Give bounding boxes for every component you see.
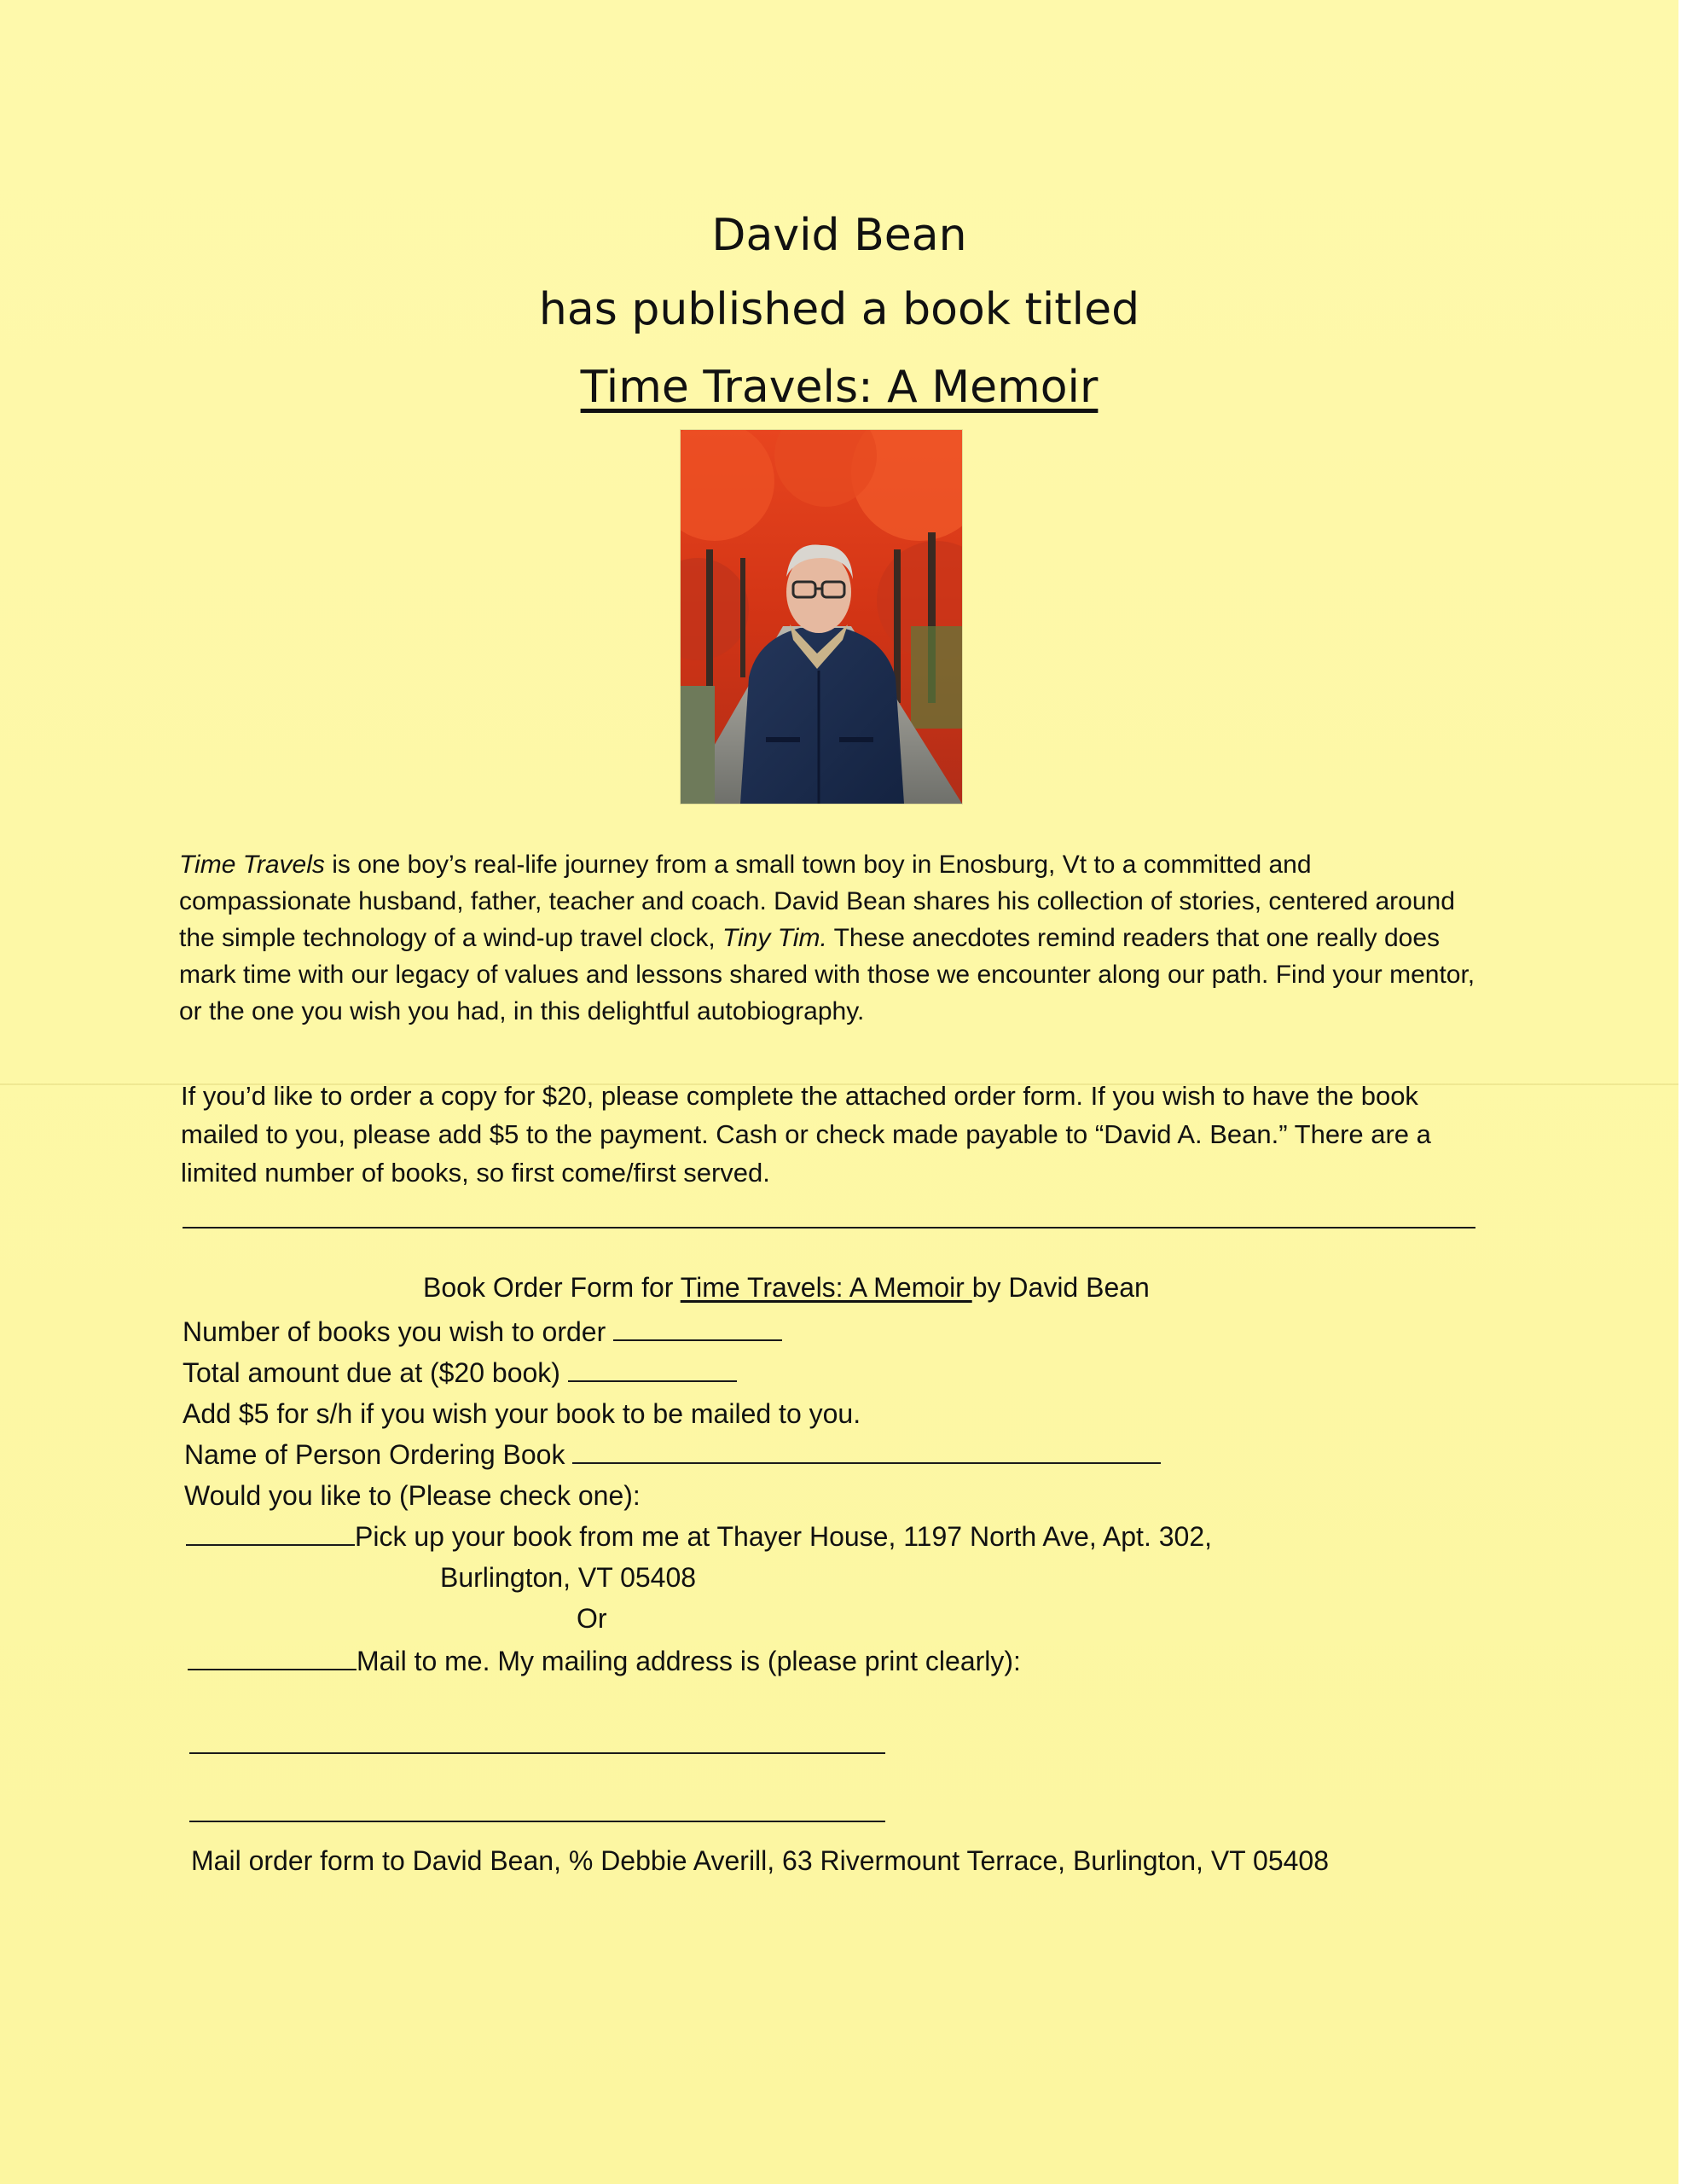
pickup-option-label: Pick up your book from me at Thayer House, 1197 North Ave, Apt. 302,	[355, 1521, 1212, 1552]
description-part1: is one boy’s real-life journey from a small town boy in Enosburg, Vt to a committed and compassionate husband, father, teacher and coach. David Bean shares his collection of stories, centered around the simple technology of a wind-up travel clock,	[179, 851, 1455, 952]
order-info	[181, 1077, 1494, 1192]
mail-to-instructions: Mail order form to David Bean, % Debbie Averill, 63 Rivermount Terrace, Burlington, VT 05408	[191, 1845, 1329, 1876]
name-row	[184, 1437, 1161, 1473]
mail-option-row	[188, 1643, 1021, 1680]
published-heading: has published a book titled	[538, 284, 1140, 335]
separator-line	[183, 1227, 1475, 1228]
book-title-heading: Time Travels: A Memoir	[580, 362, 1099, 413]
author-heading: David Bean	[711, 210, 967, 261]
total-amount-field[interactable]	[568, 1358, 737, 1382]
author-photo	[681, 430, 962, 804]
mail-option-label: Mail to me. My mailing address is (please print clearly):	[357, 1646, 1021, 1676]
address-line-2[interactable]	[189, 1821, 885, 1822]
name-field[interactable]	[572, 1440, 1161, 1464]
book-description	[179, 846, 1484, 1030]
form-title	[423, 1269, 1150, 1306]
total-label: Total amount due at ($20 book)	[183, 1357, 568, 1388]
name-label: Name of Person Ordering Book	[184, 1439, 573, 1470]
pickup-city: Burlington, VT 05408	[440, 1562, 697, 1593]
address-line-1[interactable]	[189, 1752, 885, 1754]
form-title-book: Time Travels: A Memoir	[680, 1272, 972, 1303]
shipping-note: Add $5 for s/h if you wish your book to be mailed to you.	[183, 1398, 861, 1429]
form-title-prefix: Book Order Form for	[423, 1272, 681, 1303]
clock-name-italic: Tiny Tim.	[722, 924, 827, 952]
mail-checkbox-blank[interactable]	[188, 1647, 357, 1670]
check-prompt: Would you like to (Please check one):	[184, 1480, 641, 1511]
order-info-text: If you’d like to order a copy for $20, please complete the attached order form. If you wish to have the book mailed to you, please add $5 to the payment. Cash or check made payable to “David A. Bean.” There are a limited number of books, so first come/first served.	[181, 1081, 1431, 1188]
book-title-italic: Time Travels	[179, 851, 325, 879]
number-of-books-field[interactable]	[613, 1317, 782, 1341]
total-amount-row	[183, 1355, 737, 1391]
author-photo-illustration	[681, 430, 962, 804]
number-of-books-row	[183, 1314, 782, 1350]
pickup-option-row	[186, 1519, 1212, 1555]
or-text: Or	[577, 1603, 607, 1634]
form-title-suffix: by David Bean	[971, 1272, 1150, 1303]
description-part2: These anecdotes remind readers that one really does mark time with our legacy of values and lessons shared with those we encounter along our path. Find your mentor, or the one you wish you had, in this delightful autobiography.	[179, 924, 1475, 1025]
pickup-checkbox-blank[interactable]	[186, 1522, 355, 1546]
number-label: Number of books you wish to order	[183, 1316, 614, 1347]
